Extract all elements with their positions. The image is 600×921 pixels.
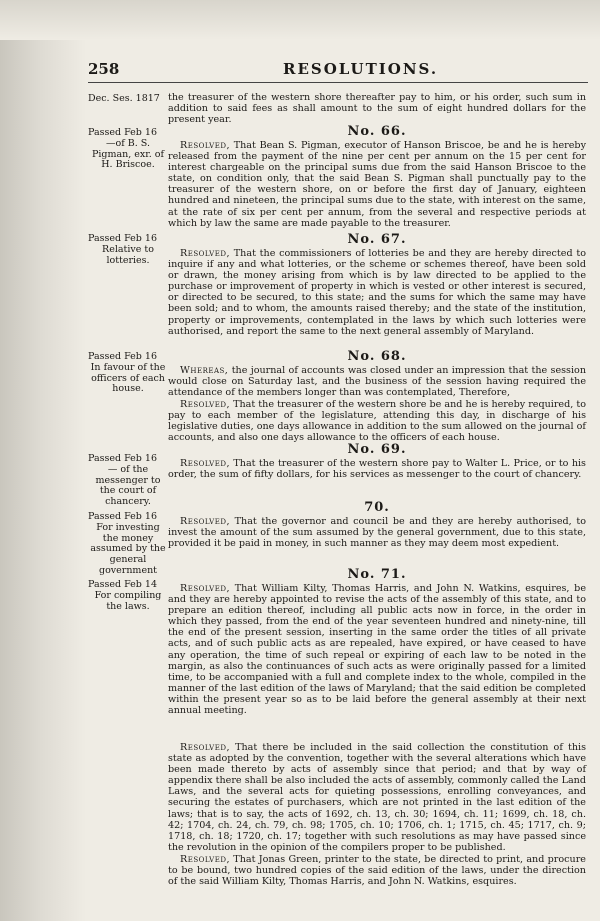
- header-rule: [88, 82, 588, 83]
- margin-note: [88, 234, 168, 266]
- paragraph-text: That the treasurer of the western shore pay to Walter L. Price, or to his order, the sum of fifty dollars, for his services as messenger to the court of chancery.: [168, 458, 586, 481]
- margin-note-subject: Relative to lotteries.: [102, 243, 154, 266]
- margin-note-date: Passed Feb 16: [88, 511, 157, 522]
- paragraph: [168, 365, 586, 398]
- paragraph-text: That there be included in the said collection the constitution of this state as adopted by the convention, together with the several alterations which have been made thereto by acts of assembly since that period; and that by way of appendix there shall be also included the acts of assembly, commonly called the Land Laws, and the several acts for quieting possessions, enrolling conveyances, and securing the estates of purchasers, which are not printed in the last edition of the laws; that is to say, the acts of 1692, ch. 13, ch. 30; 1694, ch. 11; 1699, ch. 18, ch. 42; 1704, ch. 24, ch. 79, ch. 98; 1705, ch. 10; 1706, ch. 1; 1715, ch. 45; 1717, ch. 9; 1718, ch. 18; 1720, ch. 17; together with such resolutions as may have passed since the revolution in the opinion of the compilers proper to be published.: [168, 742, 586, 853]
- paragraph-text: the journal of accounts was closed under an impression that the session would close on Saturday last, and the business of the session having required the attendance of the members longer than was contemplated, Therefore,: [168, 365, 586, 399]
- paragraph: [168, 399, 586, 443]
- paragraph-lead: Whereas,: [180, 365, 229, 376]
- paragraph-lead: Resolved,: [180, 140, 231, 151]
- paragraph: the treasurer of the western shore thereafter pay to him, or his order, such sum in addition to said fees as shall amount to the sum of eight hundred dollars for the present year.: [168, 92, 586, 126]
- paragraph: [168, 854, 586, 887]
- resolution-number: No. 66.: [347, 124, 407, 139]
- paragraph-text: That the commissioners of lotteries be and they are hereby directed to inquire if any and what lotteries, or the scheme or schemes thereof, have been sold or drawn, the money arising from which is by law directed to be applied to the purchase or improvement of property in which is vested or other interest is secured, or directed to be secured, to this state; and the sums for which the same may have been sold; and to whom, the amounts raised thereby; and the state of the institution, property or improvements, contemplated in the laws by which such lotteries were authorised, and report the same to the next general assembly of Maryland.: [168, 248, 586, 337]
- scan-edge-top: [0, 0, 600, 40]
- page-header: [88, 60, 578, 80]
- margin-note-date: Passed Feb 16: [88, 233, 157, 244]
- margin-note-date: Passed Feb 16: [88, 453, 157, 464]
- margin-note-subject: For compiling the laws.: [94, 589, 162, 612]
- margin-note-date: Passed Feb 14: [88, 579, 157, 590]
- resolution-number: No. 68.: [347, 349, 407, 364]
- paragraph: [168, 458, 586, 480]
- paragraph-lead: Resolved,: [180, 458, 231, 469]
- paragraph-lead: Resolved,: [180, 516, 231, 527]
- margin-note-date: Dec. Ses. 1817: [88, 93, 160, 104]
- margin-note: [88, 128, 168, 171]
- paragraph-text: That Jonas Green, printer to the state, be directed to print, and procure to be bound, two hundred copies of the said edition of the laws, under the direction of the said William Kilty, Thomas Harris, and John N. Watkins, esquires.: [168, 854, 586, 888]
- paragraph-text: That the governor and council be and they are hereby authorised, to invest the amount of the sum assumed by the general government, due to this state, provided it be paid in money, in such manner as they may deem most expedient.: [168, 516, 586, 550]
- paragraph-lead: Resolved,: [180, 399, 231, 410]
- paragraph-text: That Bean S. Pigman, executor of Hanson Briscoe, be and he is hereby released from the payment of the nine per cent per annum on the 15 per cent for interest chargeable on the principal sums due from the said Hanson Briscoe to the state, on condition only, that the said Bean S. Pigman shall punctually pay to the treasurer of the western shore, on or before the first day of January, eighteen hundred and nineteen, the principal sums due to the state, with interest on the same, at the rate of six per cent per annum, from the several and respective periods at which by law the same are made payable to the treasurer.: [168, 140, 586, 229]
- margin-note-date: Passed Feb 16: [88, 127, 157, 138]
- paragraph-lead: Resolved,: [180, 854, 231, 865]
- resolution-number: No. 69.: [347, 442, 407, 457]
- margin-note: [88, 94, 168, 105]
- scan-edge-left: [0, 0, 86, 921]
- paragraph-lead: Resolved,: [180, 583, 231, 594]
- paragraph-text: That William Kilty, Thomas Harris, and John N. Watkins, esquires, be and they are hereby appointed to revise the acts of the assembly of this state, and to prepare an edition thereof, including all public acts now in force, in the order in which they passed, from the end of the year seventeen hundred and ninety-nine, till the end of the present session, inserting in the same order the titles of all private acts, and of such public acts as are repealed, have expired, or have ceased to have any operation, the time of such repeal or expiring of each law to be noted in the margin, as also the continuances of such acts as were originally passed for a limited time, to be accompanied with a full and complete index to the whole, compiled in the manner of the last edition of the laws of Maryland; that the said edition be completed within the present year so as to be laid before the general assembly at their next annual meeting.: [168, 583, 586, 717]
- paragraph: [168, 140, 586, 229]
- paragraph-lead: Resolved,: [180, 742, 231, 753]
- margin-note-subject: For investing the money assumed by the general government: [90, 521, 166, 576]
- paragraph: [168, 742, 586, 853]
- margin-note-subject: In favour of the officers of each house.: [90, 361, 166, 395]
- running-title: RESOLUTIONS.: [283, 60, 439, 78]
- margin-note: [88, 454, 168, 508]
- paragraph-lead: Resolved,: [180, 248, 231, 259]
- margin-note: [88, 580, 168, 612]
- margin-note-subject: —of B. S. Pigman, exr. of H. Briscoe.: [91, 137, 165, 171]
- margin-note-date: Passed Feb 16: [88, 351, 157, 362]
- resolution-number: 70.: [364, 500, 390, 515]
- paragraph: [168, 248, 586, 337]
- page-number: 258: [88, 60, 120, 78]
- margin-note-subject: — of the messenger to the court of chancery.: [95, 463, 161, 508]
- resolution-number: No. 71.: [347, 567, 407, 582]
- paragraph-text: That the treasurer of the western shore be and he is hereby required, to pay to each member of the legislature, attending this day, in discharge of his legislative duties, one days allowance in addition to the sum allowed on the journal of accounts, and also one days allowance to the officers of each house.: [168, 399, 586, 444]
- margin-note: [88, 512, 168, 577]
- paragraph: [168, 583, 586, 716]
- paragraph: [168, 516, 586, 549]
- resolution-number: No. 67.: [347, 232, 407, 247]
- margin-note: [88, 352, 168, 395]
